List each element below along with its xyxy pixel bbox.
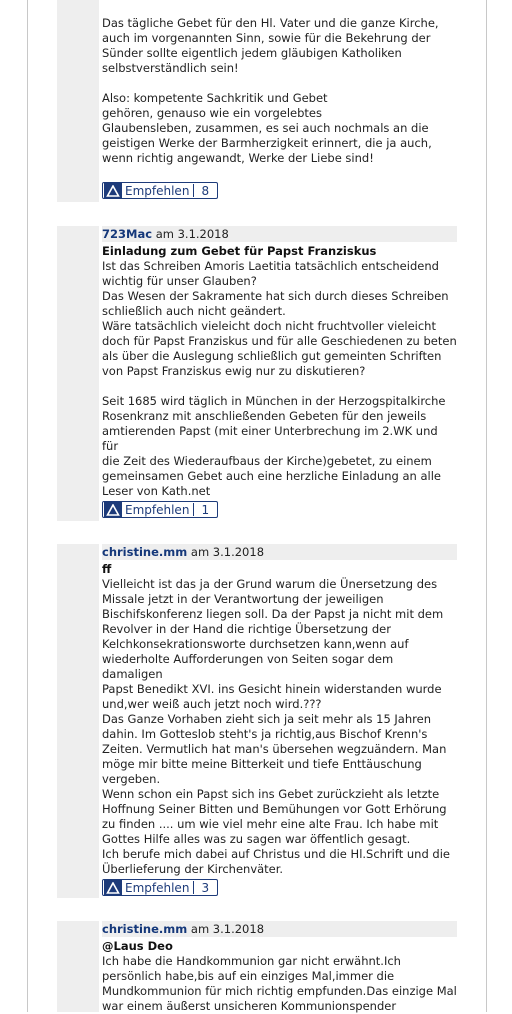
author-link[interactable]: 723Mac [102, 227, 153, 241]
comment-header [102, 921, 457, 937]
recommend-icon [104, 502, 122, 517]
recommend-count: 8 [201, 183, 210, 198]
comment-header [102, 226, 457, 242]
comment-post [102, 16, 457, 166]
comment-line: möge mir bitte meine Bitterkeit und tiefe Enttäuschung [102, 757, 422, 771]
comment-line: Missale jetzt in der Verantwortung der jeweiligen [102, 592, 384, 606]
recommend-label: Empfehlen [125, 502, 190, 517]
comment-title: @Laus Deo [102, 939, 173, 953]
comment-line: Revolver in der Hand die richtige Übersetzung der [102, 622, 391, 636]
comment-post [102, 921, 457, 1014]
page-border-left [27, 0, 28, 1012]
recommend-button[interactable] [102, 501, 218, 518]
comment-date: am 3.1.2018 [190, 545, 265, 559]
post-gutter [57, 921, 99, 1012]
comment-line: Seit 1685 wird täglich in München in der Herzogspitalkirche [102, 394, 446, 408]
comment-line: Bischifskonferenz liegen soll. Da der Papst ja nicht mit dem [102, 607, 444, 621]
recommend-count: 1 [201, 502, 210, 517]
comment-post [102, 226, 457, 499]
comment-title: ff [102, 562, 112, 576]
recommend-label: Empfehlen [125, 880, 190, 895]
comment-line: doch für Papst Franziskus und für alle Geschiedenen zu beten [102, 334, 457, 348]
comment-line: Gottes Hilfe alles was zu sagen war öffentlich gesagt. [102, 832, 411, 846]
comment-line: auch im vorgenannten Sinn, sowie für die Bekehrung der [102, 31, 431, 45]
comment-line: wenn richtig angewandt, Werke der Liebe sind! [102, 151, 374, 165]
post-gutter [57, 226, 99, 521]
page-border-right [486, 0, 487, 1012]
author-link[interactable]: christine.mm [102, 922, 188, 936]
comment-line: gehören, genauso wie ein vorgelebtes [102, 106, 322, 120]
comment-body [102, 577, 457, 877]
comment-line: Zeiten. Vermutlich hat man's übersehen wegzuändern. Man [102, 742, 447, 756]
comment-line: dahin. Im Gotteslob steht's ja richtig,aus Bischof Krenn's [102, 727, 428, 741]
comment-line: Leser von Kath.net [102, 484, 211, 498]
comment-line: Das Wesen der Sakramente hat sich durch dieses Schreiben [102, 289, 449, 303]
comment-line: geistigen Werke der Barmherzigkeit erinnert, die ja auch, [102, 136, 432, 150]
comment-date: am 3.1.2018 [190, 922, 265, 936]
recommend-button[interactable] [102, 879, 218, 896]
comment-line: Das tägliche Gebet für den Hl. Vater und die ganze Kirche, [102, 16, 439, 30]
comment-line: schließlich auch nicht geändert. [102, 304, 286, 318]
post-gutter [57, 0, 99, 202]
comment-line: war einem äußerst unsicheren Kommunionspender [102, 999, 397, 1013]
comment-body [102, 16, 457, 166]
recommend-icon [104, 880, 122, 895]
comment-line: die Zeit des Wiederaufbaus der Kirche)gebetet, zu einem [102, 454, 432, 468]
comment-line: amtierenden Papst (mit einer Unterbrechung im 2.WK und für [102, 424, 438, 453]
comment-line: persönlich habe,bis auf ein einziges Mal,immer die [102, 969, 395, 983]
comment-line: Also: kompetente Sachkritik und Gebet [102, 91, 328, 105]
comment-line: Das Ganze Vorhaben zieht sich ja seit mehr als 15 Jahren [102, 712, 431, 726]
comment-line: Wäre tatsächlich vieleicht doch nicht fruchtvoller vieleicht [102, 319, 436, 333]
comment-line: Vielleicht ist das ja der Grund warum die Ünersetzung des [102, 577, 438, 591]
comment-line: von Papst Franziskus ewig nur zu diskutieren? [102, 364, 366, 378]
comment-date: am 3.1.2018 [155, 227, 229, 241]
recommend-button[interactable] [102, 182, 218, 199]
recommend-count: 3 [201, 880, 210, 895]
comment-line: Überlieferung der Kirchenväter. [102, 862, 284, 876]
comment-line: Ich habe die Handkommunion gar nicht erwähnt.Ich [102, 954, 401, 968]
comment-line: wiederholte Aufforderungen von Seiten sogar dem damaligen [102, 652, 394, 681]
comment-line: zu finden .... um wie viel mehr eine alte Frau. Ich habe mit [102, 817, 439, 831]
author-link[interactable]: christine.mm [102, 545, 188, 559]
comment-line: Sünder sollte eigentlich jedem gläubigen Katholiken [102, 46, 402, 60]
comment-line: gemeinsamen Gebet auch eine herzliche Einladung an alle [102, 469, 442, 483]
comment-line: Kelchkonsekrationsworte durchsetzen kann,wenn auf [102, 637, 409, 651]
comment-line: Mundkommunion für mich richtig empfunden.Das einzige Mal [102, 984, 457, 998]
comment-line: selbstverständlich sein! [102, 61, 239, 75]
paragraph-gap [102, 76, 457, 91]
comment-line: Rosenkranz mit anschließenden Gebeten für den jeweils [102, 409, 427, 423]
comment-line: Ist das Schreiben Amoris Laetitia tatsächlich entscheidend [102, 259, 439, 273]
comment-post [102, 544, 457, 877]
comment-body [102, 259, 457, 499]
comment-header [102, 544, 457, 560]
comment-line: als über die Auslegung schließlich gut gemeinten Schriften [102, 349, 442, 363]
paragraph-gap [102, 379, 457, 394]
recommend-label: Empfehlen [125, 183, 190, 198]
comment-line: vergeben. [102, 772, 161, 786]
comment-body [102, 954, 457, 1014]
post-gutter [57, 544, 99, 898]
comment-line: wichtig für unser Glauben? [102, 274, 257, 288]
comment-line: Hoffnung Seiner Bitten und Bemühungen vor Gott Erhörung [102, 802, 447, 816]
comment-line: und,wer weiß auch jetzt noch wird.??? [102, 697, 322, 711]
comment-line: Glaubensleben, zusammen, es sei auch nochmals an die [102, 121, 429, 135]
comment-line: Papst Benedikt XVI. ins Gesicht hinein widerstanden wurde [102, 682, 442, 696]
comment-title: Einladung zum Gebet für Papst Franziskus [102, 244, 377, 258]
recommend-icon [104, 183, 122, 198]
comment-line: Ich berufe mich dabei auf Christus und die Hl.Schrift und die [102, 847, 450, 861]
comment-line: Wenn schon ein Papst sich ins Gebet zurückzieht als letzte [102, 787, 440, 801]
